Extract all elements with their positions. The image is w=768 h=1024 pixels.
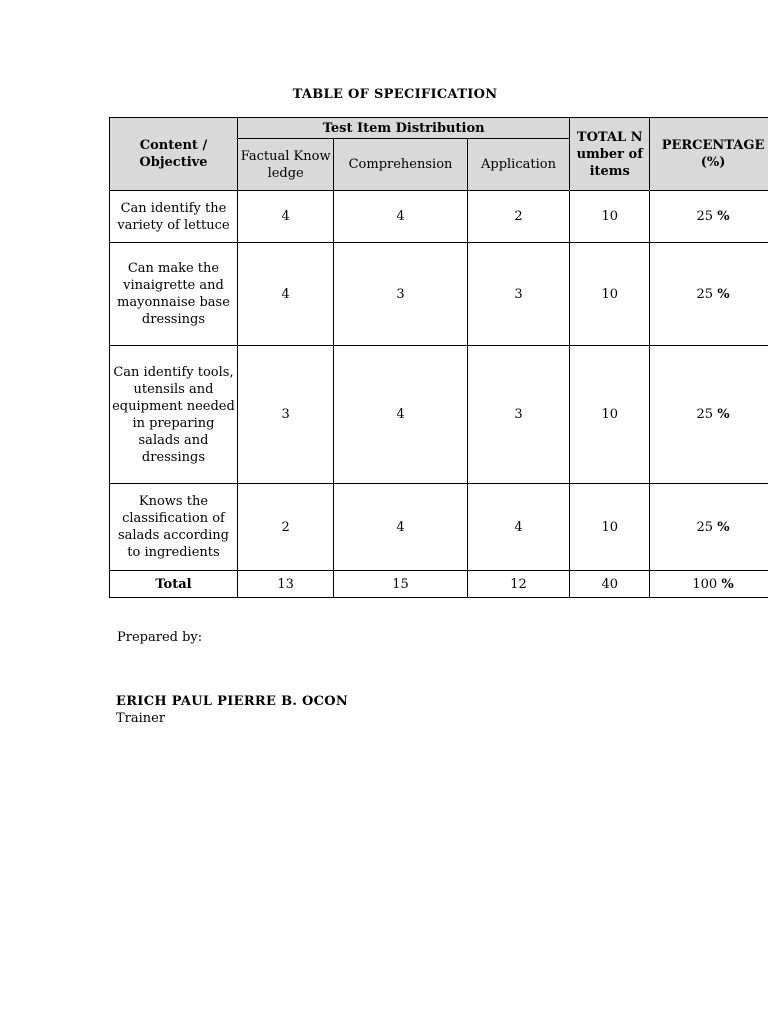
total-label: Total — [110, 571, 238, 598]
factual-cell: 3 — [237, 346, 333, 484]
header-factual-knowledge: Factual Knowledge — [237, 139, 333, 191]
percentage-cell — [650, 346, 768, 484]
application-cell: 2 — [467, 191, 570, 243]
application-cell: 3 — [467, 346, 570, 484]
percentage-cell — [650, 243, 768, 346]
percentage-value: 25 — [696, 519, 714, 535]
factual-cell: 2 — [237, 484, 333, 571]
prepared-by-label: Prepared by: — [117, 630, 203, 645]
grand-total: 40 — [570, 571, 650, 598]
objective-cell: Can identify the variety of lettuce — [110, 191, 238, 243]
table-row — [110, 191, 768, 243]
percentage-total — [650, 571, 768, 598]
percentage-value: 100 — [692, 576, 718, 592]
table-row — [110, 243, 768, 346]
application-cell: 4 — [467, 484, 570, 571]
total-cell: 10 — [570, 191, 650, 243]
percentage-sign: % — [717, 407, 730, 422]
objective-cell: Can make the vinaigrette and mayonnaise base dressings — [110, 243, 238, 346]
signer-role: Trainer — [116, 711, 166, 726]
percentage-value: 25 — [696, 407, 714, 422]
factual-cell: 4 — [237, 191, 333, 243]
objective-cell: Can identify tools, utensils and equipment needed in preparing salads and dressings — [110, 346, 238, 484]
header-comprehension: Comprehension — [334, 139, 467, 191]
header-percentage: PERCENTAGE (%) — [650, 118, 768, 191]
header-application: Application — [467, 139, 570, 191]
percentage-sign: % — [717, 209, 730, 224]
specification-table — [109, 117, 768, 598]
document-title: TABLE OF SPECIFICATION — [292, 87, 498, 102]
application-total: 12 — [467, 571, 570, 598]
comprehension-total: 15 — [334, 571, 467, 598]
objective-cell: Knows the classification of salads according to ingredients — [110, 484, 238, 571]
percentage-sign: % — [721, 576, 734, 592]
table-row — [110, 484, 768, 571]
table-row — [110, 346, 768, 484]
application-cell: 3 — [467, 243, 570, 346]
comprehension-cell: 4 — [334, 346, 467, 484]
total-cell: 10 — [570, 243, 650, 346]
comprehension-cell: 3 — [334, 243, 467, 346]
total-row — [110, 571, 768, 598]
header-total-number-of-items: TOTAL Number of items — [570, 118, 650, 191]
comprehension-cell: 4 — [334, 191, 467, 243]
factual-total: 13 — [237, 571, 333, 598]
total-cell: 10 — [570, 346, 650, 484]
header-test-item-distribution: Test Item Distribution — [237, 118, 569, 139]
percentage-cell — [650, 484, 768, 571]
percentage-value: 25 — [696, 286, 714, 302]
signer-name: ERICH PAUL PIERRE B. OCON — [116, 694, 349, 709]
factual-cell: 4 — [237, 243, 333, 346]
percentage-sign: % — [717, 286, 730, 302]
percentage-cell — [650, 191, 768, 243]
comprehension-cell: 4 — [334, 484, 467, 571]
percentage-value: 25 — [696, 209, 714, 224]
percentage-sign: % — [717, 519, 730, 535]
header-content-objective: Content / Objective — [110, 118, 238, 191]
total-cell: 10 — [570, 484, 650, 571]
